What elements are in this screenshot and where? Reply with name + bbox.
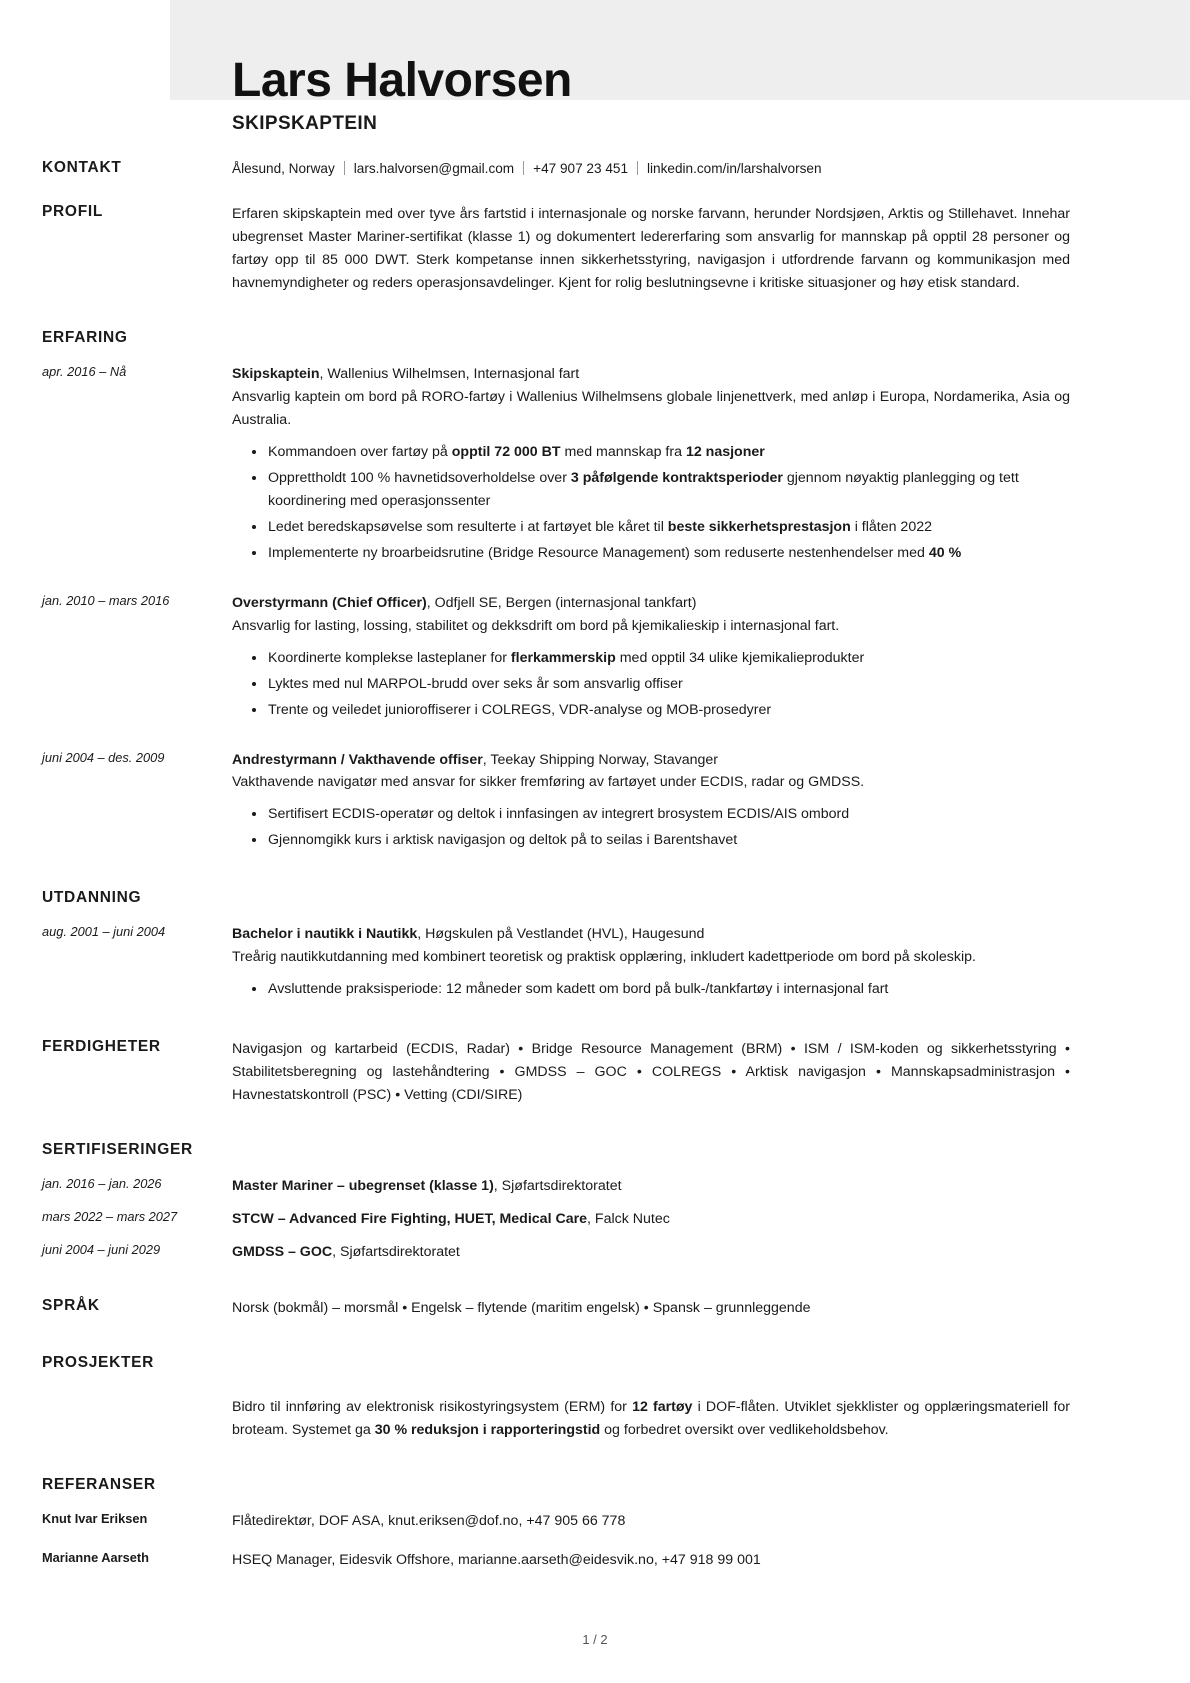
profil-body bbox=[232, 203, 1070, 295]
section-sertifiseringer-heading bbox=[0, 1141, 1190, 1159]
certification-dates: jan. 2016 – jan. 2026 bbox=[42, 1176, 162, 1192]
section-heading-prosjekter: PROSJEKTER bbox=[42, 1354, 155, 1372]
certification-title: GMDSS – GOC bbox=[232, 1243, 333, 1260]
profil-label-col bbox=[42, 203, 232, 221]
experience-bullet bbox=[268, 467, 1070, 513]
experience-body bbox=[232, 592, 1070, 725]
project-highlight: 12 fartøy bbox=[632, 1399, 693, 1416]
experience-company: , Odfjell SE, Bergen (internasjonal tankfart) bbox=[426, 594, 697, 611]
reference-name-col bbox=[42, 1549, 232, 1568]
experience-company: , Wallenius Wilhelmsen, Internasjonal fart bbox=[319, 366, 580, 383]
candidate-name: Lars Halvorsen bbox=[232, 54, 572, 107]
education-entry bbox=[0, 923, 1190, 1004]
experience-role: Andrestyrmann / Vakthavende offiser bbox=[232, 751, 483, 768]
reference-entry bbox=[0, 1510, 1190, 1533]
certification-dates-col bbox=[42, 1175, 232, 1194]
certification-title-line bbox=[232, 1241, 1070, 1264]
experience-dates-col bbox=[42, 749, 232, 768]
certification-dates-col bbox=[42, 1208, 232, 1227]
experience-dates: apr. 2016 – Nå bbox=[42, 364, 127, 380]
experience-title-line bbox=[232, 749, 1070, 772]
experience-body bbox=[232, 363, 1070, 568]
experience-bullet-list bbox=[232, 441, 1070, 565]
experience-bullet bbox=[268, 441, 1070, 464]
experience-dates-col bbox=[42, 592, 232, 611]
reference-entry bbox=[0, 1549, 1190, 1572]
project-body bbox=[232, 1396, 1070, 1442]
bullet-text: med opptil 34 ulike kjemikalieprodukter bbox=[615, 649, 865, 666]
ferdigheter-label-col bbox=[42, 1038, 232, 1056]
experience-summary: Vakthavende navigatør med ansvar for sikker fremføring av fartøyet under ECDIS, radar og GMDSS. bbox=[232, 774, 865, 791]
name-block bbox=[0, 0, 1190, 135]
section-heading-referanser: REFERANSER bbox=[42, 1476, 156, 1494]
bullet-highlight: 40 % bbox=[928, 544, 962, 561]
bullet-text: Avsluttende praksisperiode: 12 måneder som kadett om bord på bulk-/tankfartøy i internasjonal fart bbox=[268, 981, 889, 998]
certification-title: STCW – Advanced Fire Fighting, HUET, Medical Care bbox=[232, 1210, 588, 1227]
experience-entry bbox=[0, 592, 1190, 725]
project-text bbox=[232, 1396, 1070, 1442]
reference-details: HSEQ Manager, Eidesvik Offshore, marianne.aarseth@eidesvik.no, +47 918 99 001 bbox=[232, 1552, 761, 1569]
reference-body bbox=[232, 1549, 1070, 1572]
education-dates: aug. 2001 – juni 2004 bbox=[42, 924, 166, 940]
section-prosjekter-heading bbox=[0, 1354, 1190, 1372]
erfaring-label-col bbox=[42, 329, 232, 347]
certification-title-line bbox=[232, 1208, 1070, 1231]
sprak-body bbox=[232, 1297, 1070, 1320]
contact-linkedin[interactable]: linkedin.com/in/larshalvorsen bbox=[647, 160, 822, 176]
education-summary: Treårig nautikkutdanning med kombinert teoretisk og praktisk opplæring, inkludert kadettperiode om bord på skoleskip. bbox=[232, 949, 976, 966]
reference-body bbox=[232, 1510, 1070, 1533]
contact-location: Ålesund, Norway bbox=[232, 160, 335, 176]
reference-name: Marianne Aarseth bbox=[42, 1550, 149, 1566]
experience-entry bbox=[0, 749, 1190, 856]
certification-body bbox=[232, 1208, 1070, 1231]
certification-dates: juni 2004 – juni 2029 bbox=[42, 1241, 161, 1257]
sprak-label-col bbox=[42, 1297, 232, 1315]
bullet-highlight: flerkammerskip bbox=[510, 649, 616, 666]
project-entry bbox=[0, 1396, 1190, 1442]
reference-details: Flåtedirektør, DOF ASA, knut.eriksen@dof.no, +47 905 66 778 bbox=[232, 1513, 626, 1530]
reference-name: Knut Ivar Eriksen bbox=[42, 1511, 148, 1527]
bullet-text: med mannskap fra bbox=[560, 443, 686, 460]
bullet-text: Trente og veiledet junioroffiserer i COLREGS, VDR-analyse og MOB-prosedyrer bbox=[268, 701, 772, 718]
bullet-highlight: beste sikkerhetsprestasjon bbox=[667, 518, 851, 535]
section-heading-sertifiseringer: SERTIFISERINGER bbox=[42, 1141, 193, 1159]
experience-title-line bbox=[232, 363, 1070, 386]
education-dates-col bbox=[42, 923, 232, 942]
certification-issuer: , Sjøfartsdirektoratet bbox=[493, 1178, 622, 1195]
certification-entry bbox=[0, 1175, 1190, 1198]
bullet-text: i flåten 2022 bbox=[850, 518, 932, 535]
bullet-highlight: opptil 72 000 BT bbox=[451, 443, 561, 460]
utdanning-label-col bbox=[42, 889, 232, 907]
experience-role: Overstyrmann (Chief Officer) bbox=[232, 594, 427, 611]
experience-bullet bbox=[268, 699, 1070, 722]
languages-text: Norsk (bokmål) – morsmål • Engelsk – flytende (maritim engelsk) • Spansk – grunnleggende bbox=[232, 1300, 811, 1317]
bullet-text: Opprettholdt 100 % havnetidsoverholdelse over bbox=[268, 469, 571, 486]
experience-body bbox=[232, 749, 1070, 856]
education-degree: Bachelor i nautikk i Nautikk bbox=[232, 926, 418, 943]
experience-dates: jan. 2010 – mars 2016 bbox=[42, 592, 170, 608]
project-text-part: Bidro til innføring av elektronisk risikostyringsystem (ERM) for bbox=[232, 1399, 633, 1416]
page-footer bbox=[0, 1632, 1190, 1647]
certification-title: Master Mariner – ubegrenset (klasse 1) bbox=[232, 1178, 494, 1195]
project-text-part: og forbedret oversikt over vedlikeholdsbehov. bbox=[600, 1422, 889, 1439]
certification-body bbox=[232, 1175, 1070, 1198]
section-profil bbox=[0, 203, 1190, 295]
experience-bullet-list bbox=[232, 647, 1070, 722]
profile-text: Erfaren skipskaptein med over tyve års fartstid i internasjonale og norske farvann, herunder Nordsjøen, Arktis og Stillehavet. Innehar ubegrenset Master Mariner-sertifikat (klasse 1) og dokumentert ledererfaring som ansvarlig for mannskap på opptil 28 personer og fartøy opp til 85 000 DWT. Sterk kompetanse innen sikkerhetsstyring, navigasjon i utfordrende farvann og kommunikasjon med havnemyndigheter og reders operasjonsavdelinger. Kjent for rolig beslutningsevne i kritiske situasjoner og høy etisk standard. bbox=[232, 206, 1070, 292]
contact-email[interactable]: lars.halvorsen@gmail.com bbox=[353, 160, 515, 176]
experience-summary: Ansvarlig kaptein om bord på RORO-fartøy i Wallenius Wilhelmsens globale linjenettverk, med anløp i Europa, Nordamerika, Asia og Australia. bbox=[232, 388, 1070, 428]
reference-name-col bbox=[42, 1510, 232, 1529]
experience-bullet bbox=[268, 829, 1070, 852]
experience-bullet bbox=[268, 647, 1070, 670]
experience-bullet bbox=[268, 516, 1070, 539]
certification-issuer: , Falck Nutec bbox=[587, 1210, 670, 1227]
page-number: 1 / 2 bbox=[582, 1632, 608, 1647]
ferdigheter-body bbox=[232, 1038, 1070, 1107]
certification-body bbox=[232, 1241, 1070, 1264]
experience-summary: Ansvarlig for lasting, lossing, stabilitet og dekksdrift om bord på kjemikalieskip i internasjonal fart. bbox=[232, 617, 840, 634]
education-bullet bbox=[268, 978, 1070, 1001]
certification-entry bbox=[0, 1241, 1190, 1264]
project-highlight: 30 % reduksjon i rapporteringstid bbox=[374, 1422, 601, 1439]
section-heading-sprak: SPRÅK bbox=[42, 1297, 100, 1315]
bullet-text: gjennom nøyaktig planlegging og tett koordinering med operasjonssenter bbox=[268, 469, 1019, 509]
project-text-part: i DOF-flåten. Utviklet sjekklister og opplæringsmateriell for broteam. Systemet ga bbox=[232, 1399, 1071, 1439]
section-heading-profil: PROFIL bbox=[42, 203, 104, 221]
contact-divider-icon bbox=[344, 161, 345, 175]
experience-bullet bbox=[268, 803, 1070, 826]
certification-entry bbox=[0, 1208, 1190, 1231]
experience-role: Skipskaptein bbox=[232, 366, 320, 383]
kontakt-label-col bbox=[42, 159, 232, 177]
bullet-highlight: 3 påfølgende kontraktsperioder bbox=[570, 469, 783, 486]
bullet-text: Koordinerte komplekse lasteplaner for bbox=[268, 649, 511, 666]
experience-dates: juni 2004 – des. 2009 bbox=[42, 749, 165, 765]
section-sprak bbox=[0, 1297, 1190, 1320]
section-heading-utdanning: UTDANNING bbox=[42, 889, 142, 907]
bullet-text: Implementerte ny broarbeidsrutine (Bridge Resource Management) som reduserte nestenhendelser med bbox=[268, 544, 929, 561]
section-ferdigheter bbox=[0, 1038, 1190, 1107]
contact-divider-icon bbox=[523, 161, 524, 175]
bullet-text: Lyktes med nul MARPOL-brudd over seks år som ansvarlig offiser bbox=[268, 675, 683, 692]
experience-dates-col bbox=[42, 363, 232, 382]
experience-company: , Teekay Shipping Norway, Stavanger bbox=[482, 751, 719, 768]
experience-bullet bbox=[268, 673, 1070, 696]
skills-text: Navigasjon og kartarbeid (ECDIS, Radar) • Bridge Resource Management (BRM) • ISM / ISM-koden og sikkerhetsstyring • Stabilitetsberegning og lastehåndtering • GMDSS – GOC • COLREGS • Arktisk navigasjon • Mannskapsadministrasjon • Havnestatskontroll (PSC) • Vetting (CDI/SIRE) bbox=[232, 1041, 1070, 1104]
section-heading-erfaring: ERFARING bbox=[42, 329, 128, 347]
bullet-text: Sertifisert ECDIS-operatør og deltok i innfasingen av integrert brosystem ECDIS/AIS ombord bbox=[268, 806, 850, 823]
experience-bullet bbox=[268, 542, 1070, 565]
education-bullet-list bbox=[232, 978, 1070, 1001]
bullet-text: Gjennomgikk kurs i arktisk navigasjon og deltok på to seilas i Barentshavet bbox=[268, 832, 738, 849]
section-heading-kontakt: KONTAKT bbox=[42, 158, 122, 176]
sertifiseringer-label-col bbox=[42, 1141, 232, 1159]
section-referanser-heading bbox=[0, 1476, 1190, 1494]
section-erfaring-heading bbox=[0, 329, 1190, 347]
certification-issuer: , Sjøfartsdirektoratet bbox=[332, 1243, 460, 1260]
section-utdanning-heading bbox=[0, 889, 1190, 907]
experience-bullet-list bbox=[232, 803, 1070, 852]
experience-entry bbox=[0, 363, 1190, 568]
education-title-line bbox=[232, 923, 1070, 946]
contact-divider-icon bbox=[637, 161, 638, 175]
certification-dates: mars 2022 – mars 2027 bbox=[42, 1208, 178, 1224]
education-institution: , Høgskulen på Vestlandet (HVL), Haugesund bbox=[417, 926, 705, 943]
certification-title-line bbox=[232, 1175, 1070, 1198]
referanser-label-col bbox=[42, 1476, 232, 1494]
prosjekter-label-col bbox=[42, 1354, 232, 1372]
section-kontakt bbox=[0, 159, 1190, 179]
section-heading-ferdigheter: FERDIGHETER bbox=[42, 1038, 161, 1056]
kontakt-body bbox=[232, 159, 1070, 179]
bullet-highlight: 12 nasjoner bbox=[685, 443, 765, 460]
certification-dates-col bbox=[42, 1241, 232, 1260]
experience-title-line bbox=[232, 592, 1070, 615]
contact-phone[interactable]: +47 907 23 451 bbox=[533, 160, 629, 176]
contact-line bbox=[232, 159, 1070, 179]
bullet-text: Kommandoen over fartøy på bbox=[268, 443, 452, 460]
bullet-text: Ledet beredskapsøvelse som resulterte i at fartøyet ble kåret til bbox=[268, 518, 668, 535]
education-body bbox=[232, 923, 1070, 1004]
candidate-job-title: SKIPSKAPTEIN bbox=[232, 112, 378, 134]
